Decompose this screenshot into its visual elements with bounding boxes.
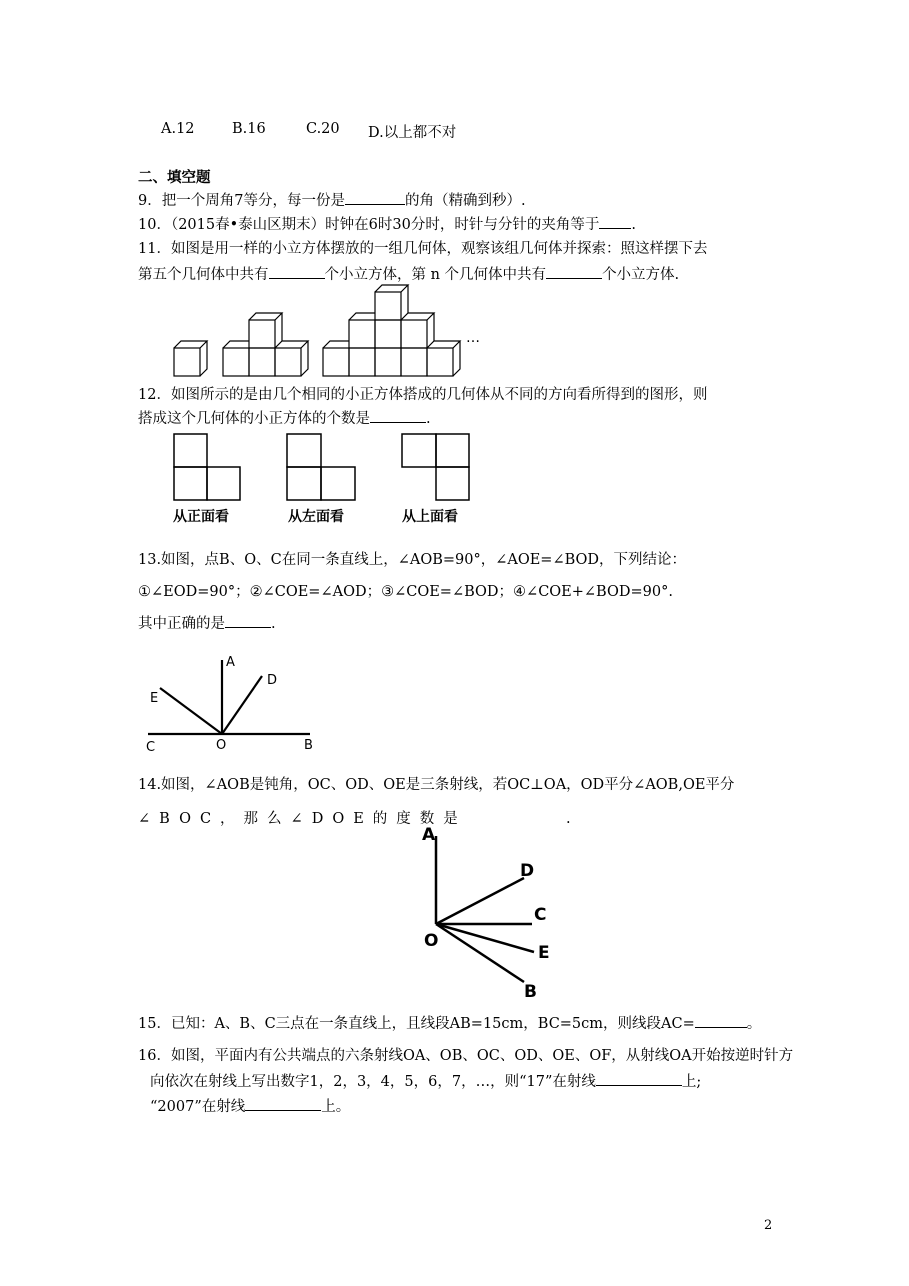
option-a: A.12 xyxy=(161,121,195,137)
q13-blank xyxy=(225,613,271,628)
q14-text: ∠BOC，那么∠DOE的度数是 xyxy=(138,811,467,827)
q12-text-a: 搭成这个几何体的小正方体的个数是 xyxy=(138,411,370,427)
q11-text-b: 个小立方体，第 n 个几何体中共有 xyxy=(324,267,547,283)
q16-line-2 xyxy=(150,1071,701,1092)
q14-angle-figure xyxy=(420,822,570,1002)
q11-line-1: 11．如图是用一样的小立方体摆放的一组几何体，观察该组几何体并探索：照这样摆下去 xyxy=(138,241,708,257)
point-a-label: A xyxy=(422,825,436,845)
q11-text-c: 个小立方体. xyxy=(602,267,680,283)
ray-od xyxy=(222,676,262,734)
q11-line-2 xyxy=(138,264,679,285)
point-o-label: O xyxy=(424,931,439,951)
q13-text-b: . xyxy=(271,616,276,632)
point-a-label: A xyxy=(226,655,235,670)
q16-text-b: 上; xyxy=(681,1074,702,1090)
ray-ob xyxy=(436,924,524,982)
front-view-label: 从正面看 xyxy=(173,509,229,525)
point-b-label: B xyxy=(524,982,537,1002)
point-o-label: O xyxy=(216,738,227,753)
q9-text-end: 的角（精确到秒）. xyxy=(404,193,526,209)
q12-blank xyxy=(370,408,426,423)
q15-text: 15．已知：A、B、C三点在一条直线上，且线段AB=15cm，BC=5cm，则线段AC= xyxy=(138,1016,695,1032)
cube-stack-figure xyxy=(168,284,488,384)
point-c-label: C xyxy=(146,740,156,755)
left-view-label: 从左面看 xyxy=(288,509,344,525)
top-view xyxy=(402,434,469,500)
cube-figure-2 xyxy=(223,313,308,376)
q16-blank-2 xyxy=(245,1096,321,1111)
point-d-label: D xyxy=(520,861,535,881)
q11-blank-1 xyxy=(269,264,325,279)
q13-line-1: 13.如图，点B、O、C在同一条直线上，∠AOB=90°，∠AOE=∠BOD，下列结论： xyxy=(138,552,687,568)
q13-line-2: ①∠EOD=90°；②∠COE=∠AOD；③∠COE=∠BOD；④∠COE+∠BOD=90°. xyxy=(138,584,673,600)
q14-period: . xyxy=(566,811,571,827)
point-e-label: E xyxy=(538,943,550,963)
question-10 xyxy=(138,214,636,235)
q10-text: 10．（2015春•泰山区期末）时钟在6时30分时，时针与分针的夹角等于 xyxy=(138,217,600,233)
left-view xyxy=(287,434,355,500)
ray-oe xyxy=(160,688,222,734)
three-views-figure xyxy=(160,428,490,528)
q13-line-3 xyxy=(138,613,276,634)
q15-blank xyxy=(695,1013,747,1028)
question-15 xyxy=(138,1013,761,1034)
q9-text: 9．把一个周角7等分，每一份是 xyxy=(138,193,345,209)
q12-text-b: . xyxy=(426,411,431,427)
cube-figure-3 xyxy=(323,285,460,376)
cube-figure-1 xyxy=(174,341,207,376)
q9-blank xyxy=(345,190,405,205)
point-c-label: C xyxy=(534,905,547,925)
page-number: 2 xyxy=(764,1218,773,1233)
option-b: B.16 xyxy=(232,121,266,137)
cube-ellipsis: … xyxy=(466,330,480,346)
q14-line-2 xyxy=(138,809,467,829)
q10-blank xyxy=(599,214,631,229)
point-b-label: B xyxy=(304,738,313,753)
section-title: 二、填空题 xyxy=(138,170,211,186)
q11-blank-2 xyxy=(546,264,602,279)
point-d-label: D xyxy=(267,673,278,688)
ray-oe xyxy=(436,924,534,952)
q16-line-3 xyxy=(150,1096,350,1117)
question-9 xyxy=(138,190,526,211)
q14-line-1: 14.如图，∠AOB是钝角，OC、OD、OE是三条射线，若OC⊥OA，OD平分∠AOB,OE平分 xyxy=(138,777,735,793)
q10-text-end: . xyxy=(631,217,636,233)
q11-text-a: 第五个几何体中共有 xyxy=(138,267,269,283)
front-view xyxy=(174,434,240,500)
q16-text-c: “2007”在射线 xyxy=(150,1099,246,1115)
q13-angle-figure xyxy=(140,650,340,760)
q12-line-2 xyxy=(138,408,431,429)
q12-line-1: 12．如图所示的是由几个相同的小正方体搭成的几何体从不同的方向看所得到的图形，则 xyxy=(138,387,708,403)
q16-blank-1 xyxy=(596,1071,682,1086)
q13-text-a: 其中正确的是 xyxy=(138,616,225,632)
option-c: C.20 xyxy=(306,121,340,137)
q15-text-end: 。 xyxy=(746,1016,762,1032)
top-view-label: 从上面看 xyxy=(402,509,458,525)
q16-line-1: 16．如图，平面内有公共端点的六条射线OA、OB、OC、OD、OE、OF，从射线OA开始按逆时针方 xyxy=(138,1048,794,1064)
option-d: D.以上都不对 xyxy=(368,125,457,141)
ray-od xyxy=(436,878,524,924)
point-e-label: E xyxy=(150,691,159,706)
q16-text-d: 上。 xyxy=(321,1099,351,1115)
q16-text-a: 向依次在射线上写出数字1，2，3，4，5，6，7，…，则“17”在射线 xyxy=(150,1074,596,1090)
